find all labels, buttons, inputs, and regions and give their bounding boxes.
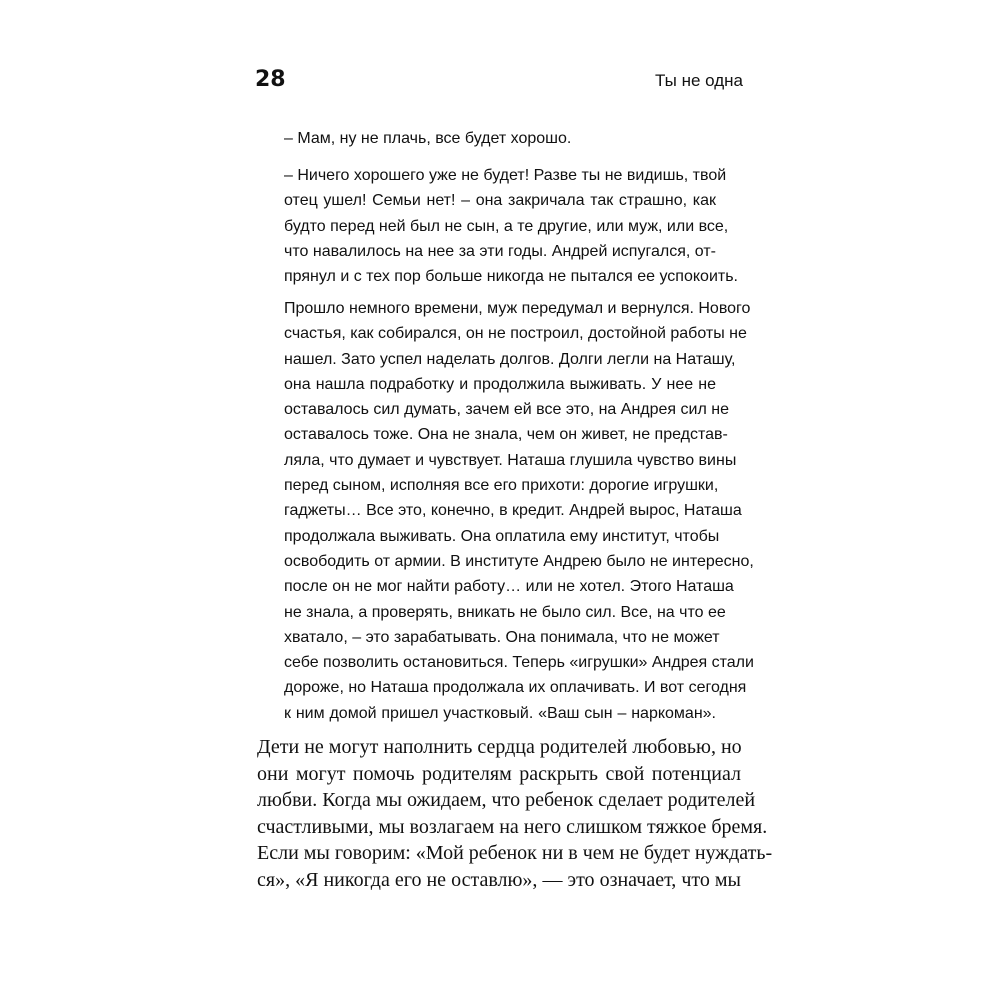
text-line: нашел. Зато успел наделать долгов. Долги легли на Наташу, (284, 350, 736, 368)
text-line: освободить от армии. В институте Андрею было не интересно, (284, 552, 754, 570)
text-line: оставалось сил думать, зачем ей все это, на Андрея сил не (284, 401, 729, 419)
text-line: отец ушел! Семьи нет! – она закричала так страшно, как (284, 192, 716, 210)
text-line: прянул и с тех пор больше никогда не пытался ее успокоить. (284, 268, 738, 286)
text-line: они могут помочь родителям раскрыть свой потенциал (257, 762, 741, 785)
text-line: Дети не могут наполнить сердца родителей любовью, но (257, 736, 742, 758)
text-line: гаджеты… Все это, конечно, в кредит. Андрей вырос, Наташа (284, 502, 742, 520)
text-line: оставалось тоже. Она не знала, чем он живет, не представ- (284, 426, 728, 444)
text-line: Прошло немного времени, муж передумал и вернулся. Нового (284, 300, 751, 317)
text-line: – Ничего хорошего уже не будет! Разве ты не видишь, твой (284, 167, 727, 184)
text-line: перед сыном, исполняя все его прихоти: дорогие игрушки, (284, 477, 719, 495)
page-number: 28 (255, 67, 286, 92)
text-line: она нашла подработку и продолжила выживать. У нее не (284, 375, 716, 393)
running-title: Ты не одна (655, 71, 743, 90)
text-line: после он не мог найти работу… или не хотел. Этого Наташа (284, 578, 734, 596)
text-line: ся», «Я никогда его не оставлю», — это означает, что мы (257, 868, 741, 891)
main-paragraph (257, 734, 773, 894)
text-line: Если мы говорим: «Мой ребенок ни в чем не будет нуждать- (257, 842, 773, 865)
text-line: счастья, как собирался, он не построил, достойной работы не (284, 325, 747, 343)
text-line: ляла, что думает и чувствует. Наташа глушила чувство вины (284, 451, 737, 469)
text-line: – Мам, ну не плачь, все будет хорошо. (284, 130, 572, 147)
text-line: не знала, а проверять, вникать не было сил. Все, на что ее (284, 603, 726, 621)
text-line: будто перед ней был не сын, а те другие, или муж, или все, (284, 217, 729, 235)
inset-paragraph-2 (284, 163, 738, 289)
text-line: любви. Когда мы ожидаем, что ребенок сделает родителей (257, 789, 756, 812)
text-line: себе позволить остановиться. Теперь «игрушки» Андрея стали (284, 654, 754, 672)
text-line: хватало, – это зарабатывать. Она понимала, что не может (284, 628, 720, 646)
text-line: к ним домой пришел участковый. «Ваш сын – наркоман». (284, 704, 716, 722)
text-line: дороже, но Наташа продолжала их оплачивать. И вот сегодня (284, 679, 747, 697)
inset-paragraph-3 (284, 296, 754, 726)
text-line: что навалилось на нее за эти годы. Андрей испугался, от- (284, 242, 716, 260)
inset-paragraph-1 (284, 126, 716, 151)
text-line: продолжала выживать. Она оплатила ему институт, чтобы (284, 527, 720, 545)
text-line: счастливыми, мы возлагаем на него слишком тяжкое бремя. (257, 815, 768, 838)
